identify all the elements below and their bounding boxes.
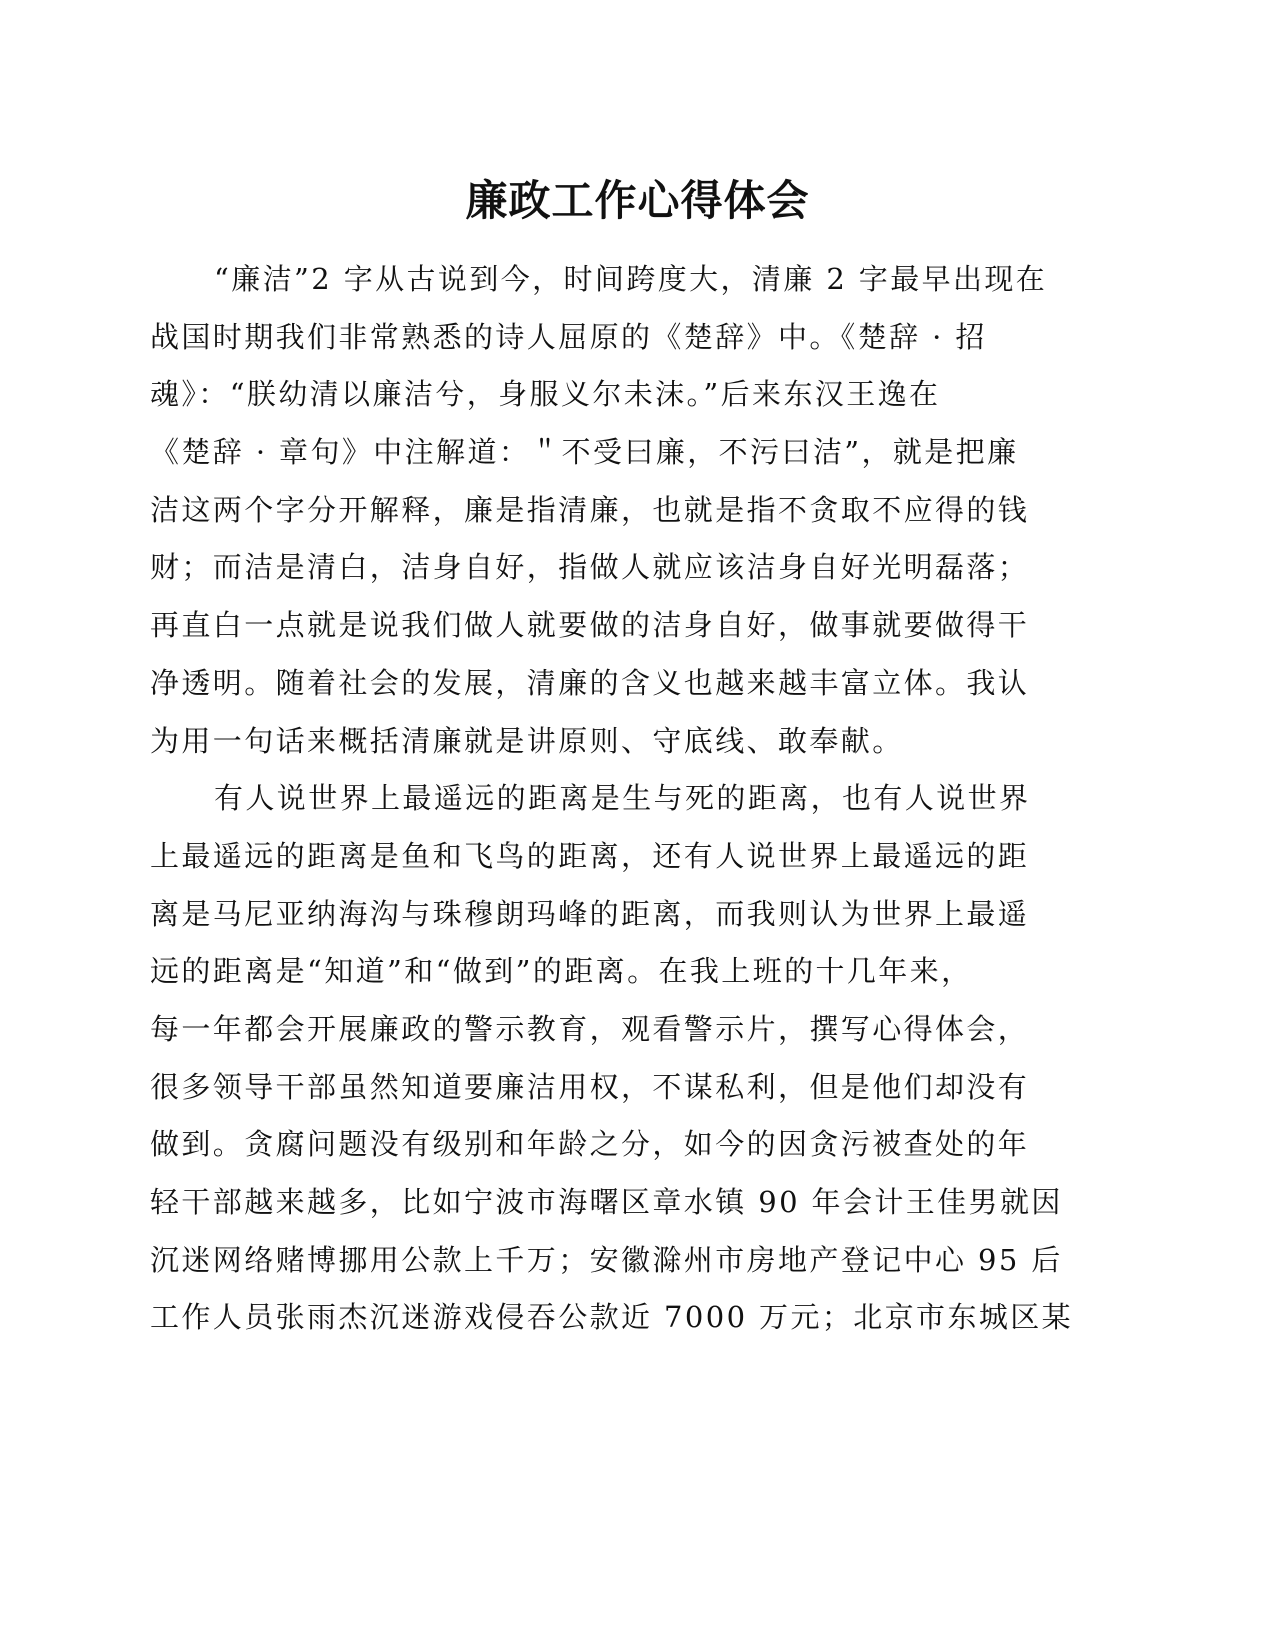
paragraph-line: 工作人员张雨杰沉迷游戏侵吞公款近 7000 万元；北京市东城区某 xyxy=(150,1300,1074,1335)
paragraph-2 xyxy=(150,770,1110,1347)
paragraph-line: 上最遥远的距离是鱼和飞鸟的距离，还有人说世界上最遥远的距 xyxy=(150,838,1030,873)
paragraph-line: 洁这两个字分开解释，廉是指清廉，也就是指不贪取不应得的钱 xyxy=(150,492,1030,527)
paragraph-1 xyxy=(150,251,1110,770)
paragraph-line: 为用一句话来概括清廉就是讲原则、守底线、敢奉献。 xyxy=(150,723,904,758)
document-title: 廉政工作心得体会 xyxy=(465,176,810,225)
paragraph-line: 远的距离是“知道”和“做到”的距离。在我上班的十几年来， xyxy=(150,954,973,989)
paragraph-line: 离是马尼亚纳海沟与珠穆朗玛峰的距离，而我则认为世界上最遥 xyxy=(150,896,1030,931)
paragraph-line: “廉洁”2 字从古说到今，时间跨度大，清廉 2 字最早出现在 xyxy=(214,262,1048,296)
document-body xyxy=(150,251,1110,1347)
paragraph-line: 战国时期我们非常熟悉的诗人屈原的《楚辞》中。《楚辞 · 招 xyxy=(150,319,987,354)
paragraph-line: 每一年都会开展廉政的警示教育，观看警示片，撰写心得体会， xyxy=(150,1011,1030,1046)
paragraph-line: 净透明。随着社会的发展，清廉的含义也越来越丰富立体。我认 xyxy=(150,665,1030,700)
paragraph-line: 做到。贪腐问题没有级别和年龄之分，如今的因贪污被查处的年 xyxy=(150,1127,1030,1162)
paragraph-line: 很多领导干部虽然知道要廉洁用权，不谋私利，但是他们却没有 xyxy=(150,1069,1030,1104)
paragraph-line: 轻干部越来越多，比如宁波市海曙区章水镇 90 年会计王佳男就因 xyxy=(150,1185,1063,1219)
paragraph-line: 再直白一点就是说我们做人就要做的洁身自好，做事就要做得干 xyxy=(150,608,1030,643)
paragraph-line: 魂》：“朕幼清以廉洁兮，身服义尔未沫。”后来东汉王逸在 xyxy=(150,377,941,412)
paragraph-line: 沉迷网络赌博挪用公款上千万；安徽滁州市房地产登记中心 95 后 xyxy=(150,1242,1063,1277)
paragraph-line: 《楚辞 · 章句》中注解道：＂不受曰廉，不污曰洁”，就是把廉 xyxy=(150,435,1019,470)
paragraph-line: 有人说世界上最遥远的距离是生与死的距离，也有人说世界 xyxy=(214,781,1031,816)
paragraph-line: 财；而洁是清白，洁身自好，指做人就应该洁身自好光明磊落； xyxy=(150,550,1030,585)
